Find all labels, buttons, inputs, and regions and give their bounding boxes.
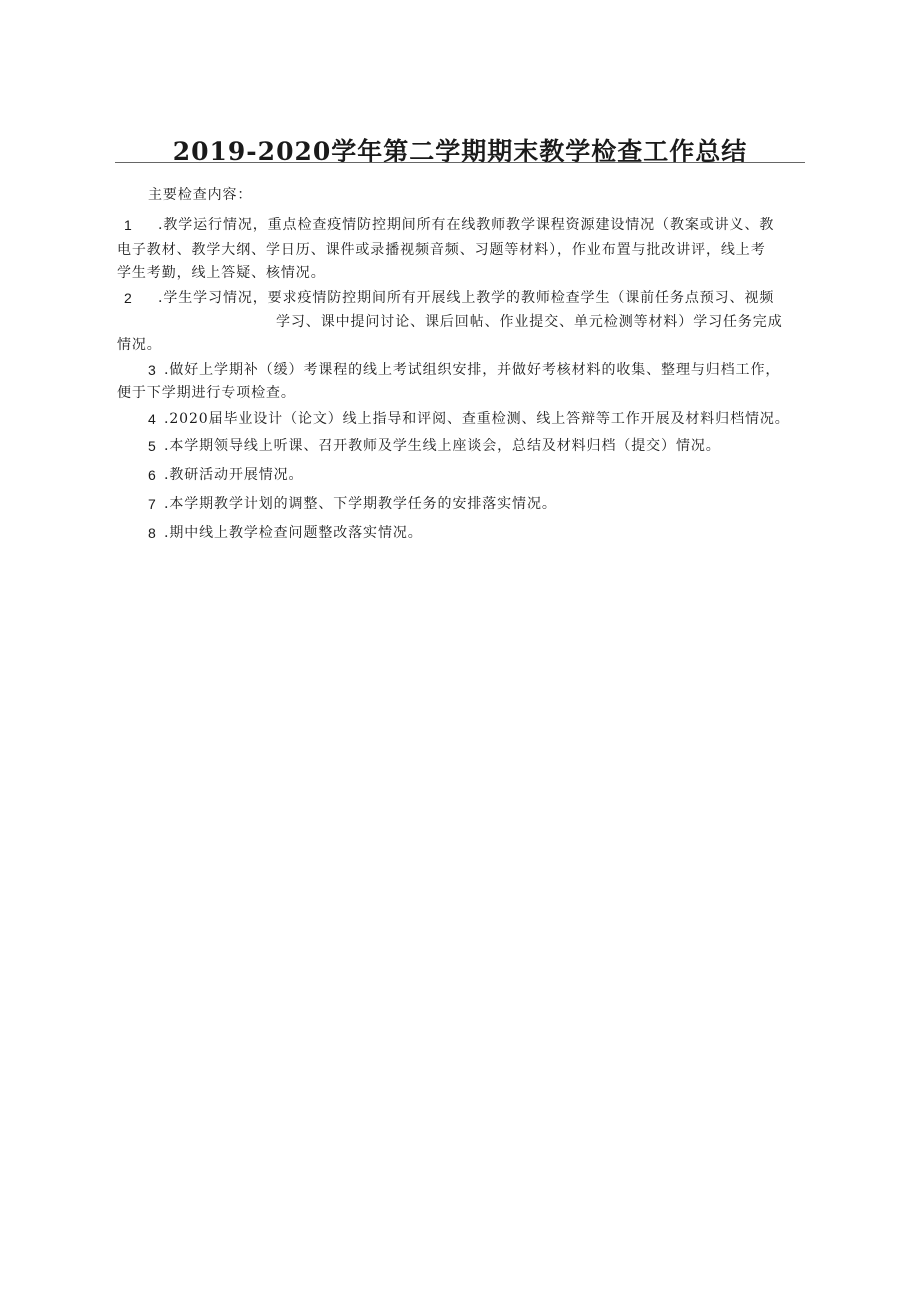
item-4-line-1: .2020届毕业设计（论文）线上指导和评阅、查重检测、线上答辩等工作开展及材料归档情况。 <box>164 411 790 427</box>
item-1-line-2: 电子教材、教学大纲、学日历、课件或录播视频音频、习题等材料），作业布置与批改讲评，线上考 <box>117 242 766 258</box>
item-7-number: 7 <box>148 496 156 512</box>
item-3-line-1: .做好上学期补（缓）考课程的线上考试组织安排，并做好考核材料的收集、整理与归档工作， <box>164 362 781 378</box>
item-6-line-1: .教研活动开展情况。 <box>164 467 304 483</box>
item-8-number: 8 <box>148 525 156 541</box>
document-title: 2019-2020学年第二学期期末教学检查工作总结 <box>172 137 748 166</box>
item-7-line-1: .本学期教学计划的调整、下学期教学任务的安排落实情况。 <box>164 496 557 512</box>
item-2-line-3: 情况。 <box>117 337 162 353</box>
item-2-number: 2 <box>124 290 132 306</box>
item-3-number: 3 <box>148 362 156 378</box>
item-1-line-1: .教学运行情况，重点检查疫情防控期间所有在线教师教学课程资源建设情况（教案或讲义、教 <box>158 217 775 233</box>
item-3-line-2: 便于下学期进行专项检查。 <box>117 385 296 401</box>
item-5-line-1: .本学期领导线上听课、召开教师及学生线上座谈会，总结及材料归档（提交）情况。 <box>164 438 721 454</box>
title-underline <box>115 162 805 163</box>
intro-label: 主要检查内容： <box>148 187 253 203</box>
item-6-number: 6 <box>148 467 156 483</box>
item-1-line-3: 学生考勤，线上答疑、核情况。 <box>117 265 326 281</box>
item-1-number: 1 <box>124 217 132 233</box>
item-5-number: 5 <box>148 438 156 454</box>
item-8-line-1: .期中线上教学检查问题整改落实情况。 <box>164 525 423 541</box>
item-2-line-2: 学习、课中提问讨论、课后回帖、作业提交、单元检测等材料）学习任务完成 <box>276 314 783 330</box>
item-4-number: 4 <box>148 411 156 427</box>
item-2-line-1: .学生学习情况，要求疫情防控期间所有开展线上教学的教师检查学生（课前任务点预习、视频 <box>158 290 775 306</box>
